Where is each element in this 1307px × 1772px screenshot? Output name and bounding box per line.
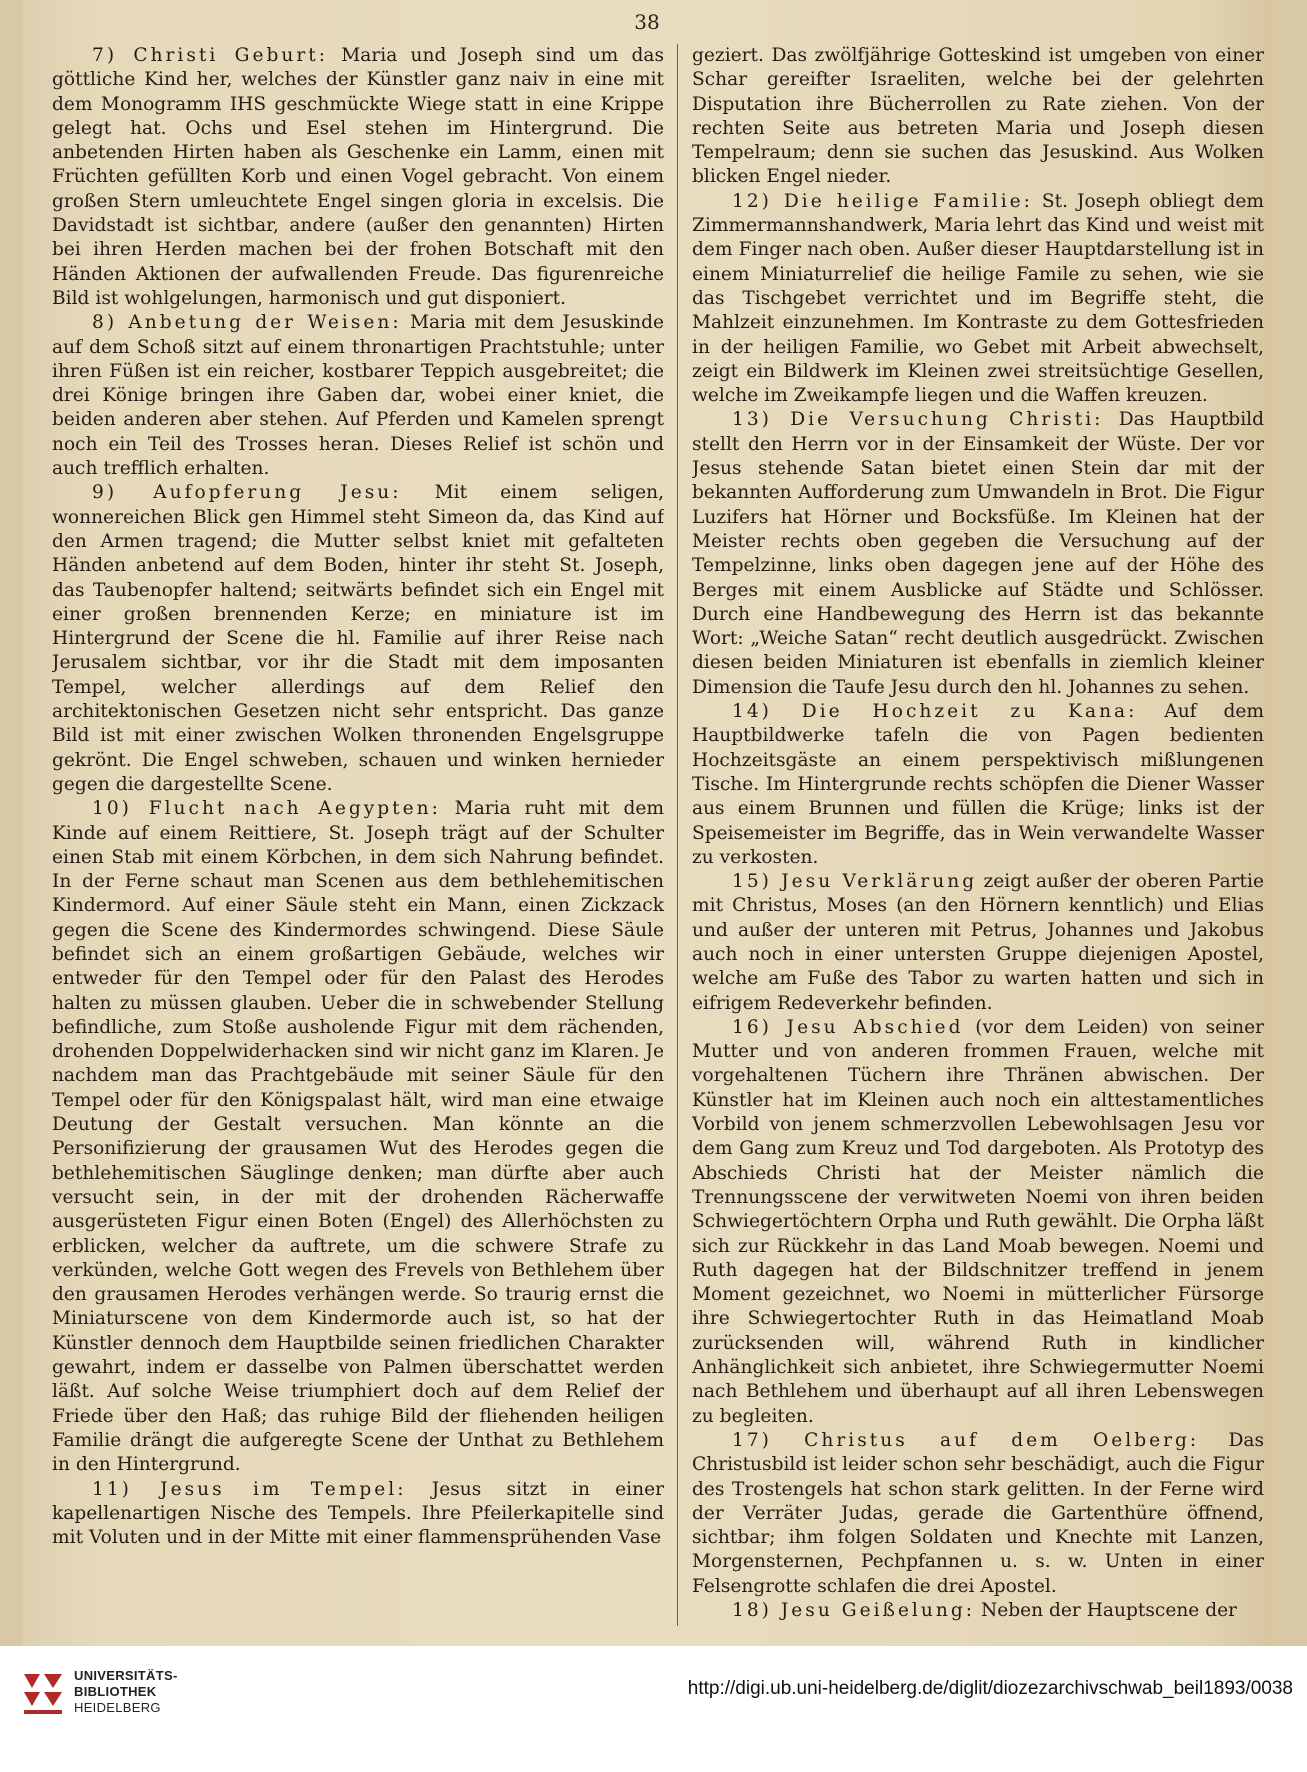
paragraph-17 xyxy=(692,1429,1264,1599)
paragraph-18 xyxy=(692,1599,1264,1623)
section-title: 16) Jesu Abschied xyxy=(732,1016,964,1038)
paragraph-11 xyxy=(52,1478,664,1551)
paragraph-text: geziert. Das zwölfjährige Gotteskind ist umgeben von einer Schar gereifter Israeliten, welche bei der gelehrten Disputation ihre Bücherrollen zu Rate ziehen. Von der rechten Seite aus betreten Maria und Joseph diesen Tempelraum; denn sie suchen das Jesuskind. Aus Wolken blicken Engel nieder. xyxy=(692,45,1264,188)
library-name xyxy=(74,1668,178,1716)
paragraph-text: Maria und Joseph sind um das göttliche Kind her, welches der Künstler ganz naiv in eine mit dem Monogramm IHS geschmückte Wiege statt in eine Krippe gelegt hat. Ochs und Esel stehen im Hintergrund. Die anbetenden Hirten haben als Geschenke ein Lamm, einen mit Früchten gefüllten Korb und einen Vogel gebracht. Von einem großen Stern umleuchtete Engel singen gloria in excelsis. Die Davidstadt ist sichtbar, andere (außer den genannten) Hirten bei ihren Herden machen bei der frohen Botschaft mit den Händen Aktionen der aufwallenden Freude. Das figurenreiche Bild ist wohlgelungen, harmonisch und gut disponiert. xyxy=(52,45,664,309)
library-name-line3: HEIDELBERG xyxy=(74,1700,161,1715)
right-column xyxy=(692,44,1264,1624)
library-footer xyxy=(0,1646,1307,1772)
paragraph-text: St. Joseph obliegt dem Zimmermannshandwerk, Maria lehrt das Kind und weist mit dem Finger nach oben. Außer dieser Hauptdarstellung ist in einem Miniaturrelief die heilige Famile zu sehen, wie sie das Tischgebet verrichtet und im Begriffe steht, die Mahlzeit einzunehmen. Im Kontraste zu dem Gottesfrieden in der heiligen Familie, wo Gebet mit Arbeit abwechselt, zeigt ein Bildwerk im Kleinen zwei streitsüchtige Gesellen, welche im Zweikampfe liegen und die Waffen kreuzen. xyxy=(692,190,1264,407)
paragraph-8 xyxy=(52,311,664,481)
paragraph-text: Auf dem Hauptbildwerke tafeln die von Pagen bedienten Hochzeitsgäste an einem perspektivisch mißlungenen Tische. Im Hintergrunde rechts schöpfen die Diener Wasser aus einem Brunnen und füllen die Krüge; links ist der Speisemeister im Begriffe, das in Wein verwandelte Wasser zu verkosten. xyxy=(692,701,1264,868)
section-title: 12) Die heilige Familie: xyxy=(732,190,1033,212)
left-column xyxy=(52,44,664,1624)
section-title: 11) Jesus im Tempel: xyxy=(92,1478,407,1500)
section-title: 7) Christi Geburt: xyxy=(92,45,328,66)
paragraph-9 xyxy=(52,481,664,797)
column-divider xyxy=(677,44,678,1626)
paragraph-11-continued xyxy=(692,44,1264,190)
paragraph-15 xyxy=(692,870,1264,1016)
paragraph-text: (vor dem Leiden) von seiner Mutter und von anderen frommen Frauen, welche mit vorgehaltenen Tüchern ihre Thränen abwischen. Der Künstler hat im Kleinen auch noch ein alttestamentliches Vorbild von jenem schmerzvollen Lebewohlsagen Jesu vor dem Gang zum Kreuz und Tod dargeboten. Als Prototyp des Abschieds Christi hat der Meister nämlich die Trennungsscene der verwitweten Noemi von ihren beiden Schwiegertöchtern Orpha und Ruth gewählt. Die Orpha läßt sich zur Rückkehr in das Land Moab bewegen. Noemi und Ruth dagegen hat der Bildschnitzer treffend in jenem Moment gezeichnet, wo Noemi in mütterlicher Fürsorge ihre Schwiegertochter Ruth in das Heimatland Moab zurücksenden will, während Ruth in kindlicher Anhänglichkeit sich anbietet, ihre Schwiegermutter Noemi nach Bethlehem und überhaupt auf all ihren Lebenswegen zu begleiten. xyxy=(692,1016,1264,1427)
document-page xyxy=(22,0,1272,1646)
paragraph-text: Das Christusbild ist leider schon sehr beschädigt, auch die Figur des Trostengels hat schon stark gelitten. In der Ferne wird der Verräter Judas, gerade die Gartenthüre öffnend, sichtbar; ihm folgen Soldaten und Knechte mit Lanzen, Morgensternen, Pechpfannen u. s. w. Unten in einer Felsengrotte schlafen die drei Apostel. xyxy=(692,1429,1264,1597)
paragraph-text: Maria ruht mit dem Kinde auf einem Reittiere, St. Joseph trägt auf der Schulter einen Stab mit einem Körbchen, in dem sich Nahrung befindet. In der Ferne schaut man Scenen aus dem bethlehemitischen Kindermord. Auf einer Säule steht ein Mann, einen Zickzack gegen die Scene des Kindermordes schwingend. Diese Säule befindet sich an einem großartigen Gebäude, welches wir entweder für den Tempel oder für den Palast des Herodes halten zu müssen glauben. Ueber die in schwebender Stellung befindliche, zum Stoße ausholende Figur mit dem rächenden, drohenden Doppelwiderhacken sind wir nicht ganz im Klaren. Je nachdem man das Prachtgebäude mit seiner Säule für den Tempel oder für den Königspalast hält, wird man eine etwaige Deutung der Gestalt versuchen. Man könnte an die Personifizierung der grausamen Wut des Herodes gegen die bethlehemitischen Säuglinge denken; man dürfte aber auch versucht sein, in der mit der drohenden Rächerwaffe ausgerüsteten Figur einen Boten (Engel) des Allerhöchsten zu erblicken, welcher da auftrete, um die schwere Strafe zu verkünden, welche Gott wegen des Frevels von Bethlehem über den grausamen Herodes verhängen werde. So traurig ernst die Miniaturscene von dem Kindermorde auch ist, so hat der Künstler dennoch dem Hauptbilde seinen friedlichen Charakter gewahrt, indem er dasselbe von Palmen überschattet werden läßt. Auf solche Weise triumphiert doch auf dem Relief der Friede über den Haß; das ruhige Bild der fliehenden heiligen Familie drängt die aufgeregte Scene der Unthat zu Bethlehem in den Hintergrund. xyxy=(52,798,664,1476)
section-title: 17) Christus auf dem Oelberg: xyxy=(732,1429,1200,1451)
section-title: 18) Jesu Geißelung: xyxy=(732,1600,976,1621)
page-number: 38 xyxy=(634,10,660,34)
paragraph-13 xyxy=(692,408,1264,700)
paragraph-12 xyxy=(692,190,1264,409)
paragraph-16 xyxy=(692,1016,1264,1429)
section-title: 9) Aufopferung Jesu: xyxy=(92,482,402,504)
section-title: 10) Flucht nach Aegypten: xyxy=(92,798,441,820)
paragraph-7 xyxy=(52,44,664,311)
paragraph-text: Mit einem seligen, wonnereichen Blick gen Himmel steht Simeon da, das Kind auf den Armen tragend; die Mutter selbst kniet mit gefalteten Händen anbetend auf dem Boden, hinter ihr steht St. Joseph, das Taubenopfer haltend; seitwärts befindet sich ein Engel mit einer großen brennenden Kerze; en miniature ist im Hintergrund der Scene die hl. Familie auf ihrer Reise nach Jerusalem sichtbar, vor ihr die Stadt mit dem imposanten Tempel, welcher allerdings auf dem Relief den architektonischen Gesetzen nicht sehr entspricht. Das ganze Bild ist mit einer zwischen Wolken thronenden Engelsgruppe gekrönt. Die Engel schweben, schauen und winken hernieder gegen die dargestellte Scene. xyxy=(52,482,664,795)
paragraph-text: Maria mit dem Jesuskinde auf dem Schoß sitzt auf einem thronartigen Prachtstuhle; unter ihren Füßen ist ein reicher, kostbarer Teppich ausgebreitet; die drei Könige bringen ihre Gaben dar, wobei einer kniet, die beiden anderen aber stehen. Auf Pferden und Kamelen sprengt noch ein Teil des Trosses heran. Dieses Relief ist schön und auch trefflich erhalten. xyxy=(52,312,664,480)
section-title: 15) Jesu Verklärung xyxy=(732,871,978,893)
paragraph-10 xyxy=(52,797,664,1477)
paragraph-text: Das Hauptbild stellt den Herrn vor in der Einsamkeit der Wüste. Der vor Jesus stehende Satan bietet einen Stein dar mit der bekannten Aufforderung zum Umwandeln in Brot. Die Figur Luzifers hat Hörner und Bocksfüße. Im Kleinen hat der Meister rechts oben gegeben die Versuchung auf der Tempelzinne, links oben dagegen jene auf der Höhe des Berges mit einem Ausblicke auf Städte und Schlösser. Durch eine Handbewegung des Herrn ist das bekannte Wort: „Weiche Satan“ recht deutlich ausgedrückt. Zwischen diesen beiden Miniaturen ist ebenfalls in ziemlich kleiner Dimension die Taufe Jesu durch den hl. Johannes zu sehen. xyxy=(692,409,1264,698)
paragraph-text: Neben der Hauptscene der xyxy=(980,1600,1238,1621)
paragraph-14 xyxy=(692,700,1264,870)
library-name-line2: BIBLIOTHEK xyxy=(74,1684,157,1699)
library-name-line1: UNIVERSITÄTS- xyxy=(74,1668,178,1683)
section-title: 13) Die Versuchung Christi: xyxy=(732,409,1104,431)
section-title: 14) Die Hochzeit zu Kana: xyxy=(732,701,1138,723)
library-logo-icon xyxy=(18,1666,68,1720)
source-url-link[interactable]: http://digi.ub.uni-heidelberg.de/diglit/diozezarchivschwab_beil1893/0038 xyxy=(687,1678,1293,1699)
paragraph-text: zeigt außer der oberen Partie mit Christus, Moses (an den Hörnern kenntlich) und Elias und außer der unteren mit Petrus, Johannes und Jakobus auch noch in einer untersten Gruppe diejenigen Apostel, welche am Fuße des Tabor zu warten hatten und sich in eifrigem Redeverkehr befinden. xyxy=(692,871,1264,1014)
paragraph-text: Jesus sitzt in einer kapellenartigen Nische des Tempels. Ihre Pfeilerkapitelle sind mit Voluten und in der Mitte mit einer flammensprühenden Vase xyxy=(52,1478,664,1549)
section-title: 8) Anbetung der Weisen: xyxy=(92,312,402,334)
